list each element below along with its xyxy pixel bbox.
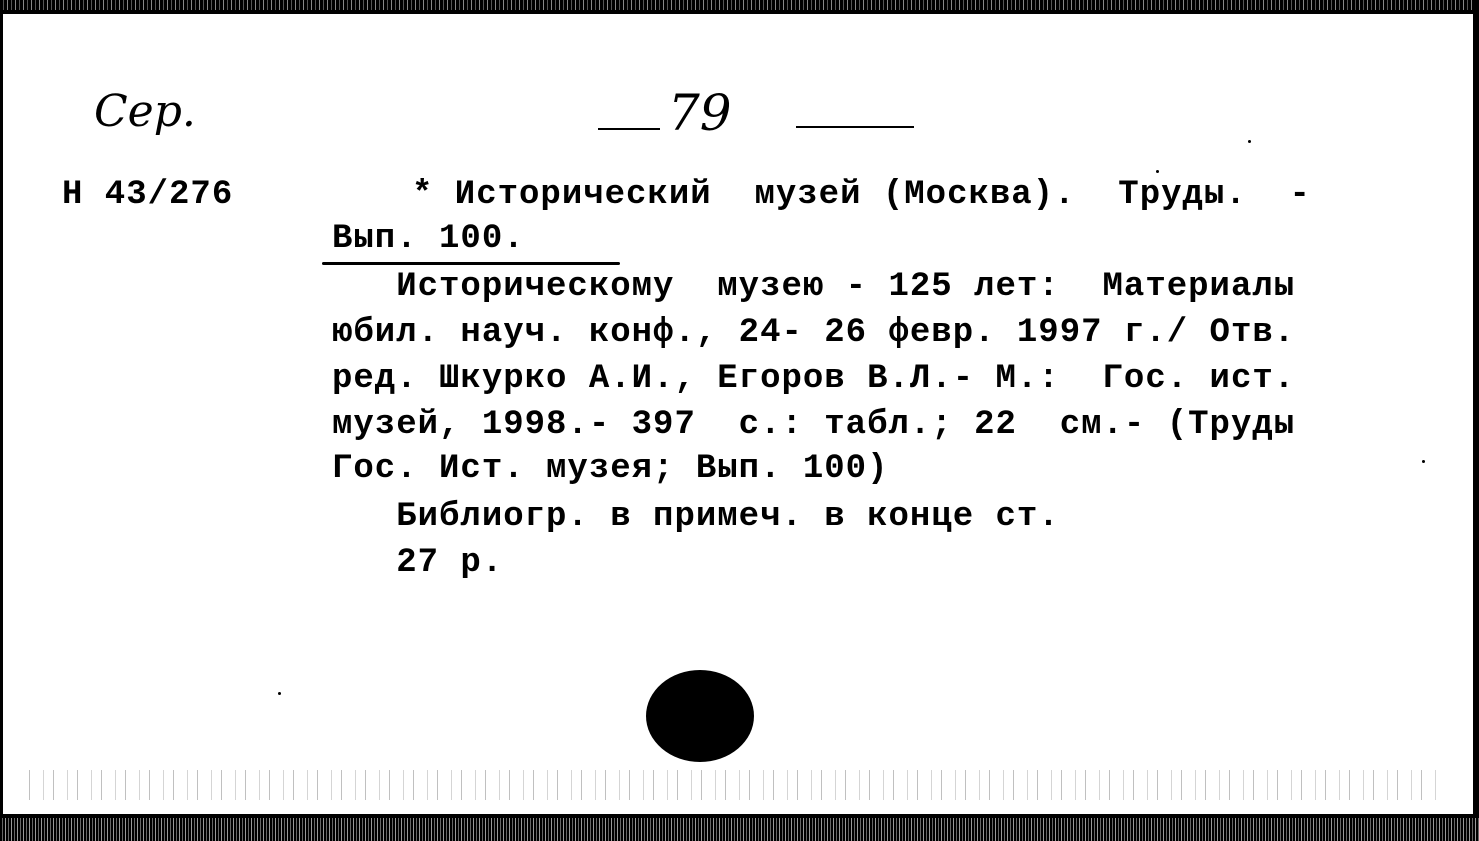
- number-dash-right: [796, 126, 914, 128]
- body-line-7: 27 р.: [332, 544, 504, 582]
- body-line-1: Историческому музею - 125 лет: Материалы: [332, 268, 1296, 306]
- shelfmark: Н 43/276: [62, 176, 234, 214]
- top-border: [0, 10, 1479, 14]
- card-number: 79: [668, 84, 732, 142]
- handwritten-annotation: Сер.: [94, 86, 196, 137]
- body-line-2: юбил. науч. конф., 24- 26 февр. 1997 г./ Отв.: [332, 314, 1296, 352]
- top-edge: [0, 0, 1479, 10]
- heading-line-2: Вып. 100.: [332, 220, 525, 258]
- bottom-edge: [0, 818, 1479, 841]
- right-border: [1473, 0, 1479, 841]
- number-dash-left: [598, 128, 660, 130]
- body-line-5: Гос. Ист. музея; Вып. 100): [332, 450, 889, 488]
- body-line-6: Библиогр. в примеч. в конце ст.: [332, 498, 1060, 536]
- body-line-4: музей, 1998.- 397 с.: табл.; 22 см.- (Труды: [332, 406, 1296, 444]
- left-border: [0, 0, 3, 841]
- stray-dot: [1248, 140, 1251, 143]
- stray-dot: [278, 692, 281, 695]
- stray-dot: [1422, 460, 1425, 463]
- heading-line-1: * Исторический музей (Москва). Труды. -: [412, 176, 1311, 214]
- body-line-3: ред. Шкурко А.И., Егоров В.Л.- М.: Гос. ист.: [332, 360, 1296, 398]
- punch-hole: [646, 670, 754, 762]
- stray-dot: [1156, 170, 1159, 173]
- scan-noise: [20, 770, 1440, 800]
